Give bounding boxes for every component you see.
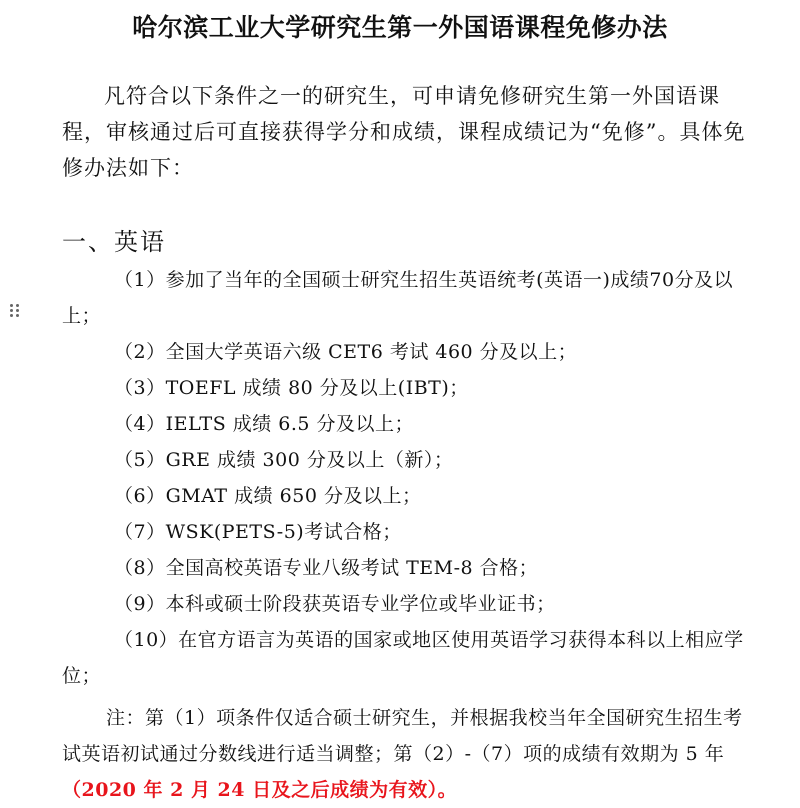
list-item: （7）WSK(PETS-5)考试合格； xyxy=(114,521,402,543)
note-highlight: （2020 年 2 月 24 日及之后成绩为有效）。 xyxy=(62,779,458,801)
note-text: 注：第（1）项条件仅适合硕士研究生，并根据我校当年全国研究生招生考试英语初试通过分数线进行适当调整；第（2）-（7）项的成绩有效期为 5 年 xyxy=(62,707,743,765)
list-item: （10）在官方语言为英语的国家或地区使用英语学习获得本科以上相应学位； xyxy=(62,629,744,687)
document-title: 哈尔滨工业大学研究生第一外国语课程免修办法 xyxy=(132,13,668,42)
list-item: （4）IELTS 成绩 6.5 分及以上； xyxy=(114,413,415,435)
intro-paragraph: 凡符合以下条件之一的研究生，可申请免修研究生第一外国语课程，审核通过后可直接获得学分和成绩，课程成绩记为“免修”。具体免修办法如下： xyxy=(62,84,746,180)
list-item: （6）GMAT 成绩 650 分及以上； xyxy=(114,485,422,507)
section-heading-english: 一、英语 xyxy=(62,228,166,256)
drag-handle-icon[interactable] xyxy=(10,304,22,320)
list-item: （8）全国高校英语专业八级考试 TEM-8 合格； xyxy=(114,557,539,579)
list-item: （9）本科或硕士阶段获英语专业学位或毕业证书； xyxy=(114,593,556,615)
list-item: （5）GRE 成绩 300 分及以上（新）； xyxy=(114,449,454,471)
condition-list xyxy=(62,262,752,694)
list-item: （2）全国大学英语六级 CET6 考试 460 分及以上； xyxy=(114,341,578,363)
list-item: （1）参加了当年的全国硕士研究生招生英语统考(英语一)成绩70分及以上； xyxy=(62,269,734,327)
note-paragraph xyxy=(62,700,752,808)
list-item: （3）TOEFL 成绩 80 分及以上(IBT)； xyxy=(114,377,469,399)
